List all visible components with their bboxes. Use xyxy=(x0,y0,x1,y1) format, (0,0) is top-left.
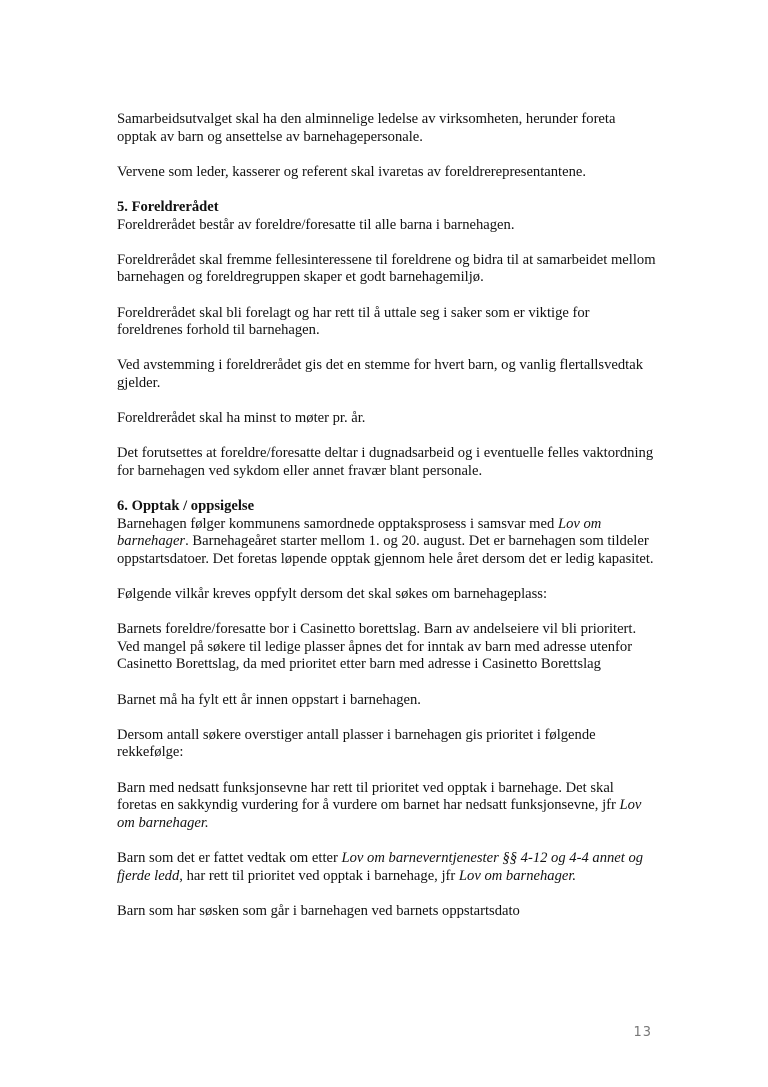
text-run: Barn med nedsatt funksjonsevne har rett til prioritet ved opptak i barnehage. Det skal foretas en sakkyndig vurdering for å vurdere om barnet har nedsatt funksjonsevne, jfr xyxy=(117,779,620,814)
document-page xyxy=(117,111,657,938)
law-reference: Lov om barneverntjenester §§ 4-12 og 4-4 annet og fjerde ledd xyxy=(117,849,644,884)
paragraph xyxy=(117,850,657,885)
law-reference: Lov om barnehager xyxy=(117,515,602,550)
paragraph xyxy=(117,780,657,833)
paragraph: Dersom antall søkere overstiger antall plasser i barnehagen gis prioritet i følgende rekkefølge: xyxy=(117,726,596,761)
paragraph: Følgende vilkår kreves oppfylt dersom det skal søkes om barnehageplass: xyxy=(117,586,548,603)
paragraph: Barnets foreldre/foresatte bor i Casinetto borettslag. Barn av andelseiere vil bli prioritert. Ved mangel på søkere til ledige plasser åpnes det for inntak av barn med adresse utenfor Casinetto Borettslag, da med prioritet etter barn med adresse i Casinetto Borettslag xyxy=(117,621,637,673)
paragraph: Barn som har søsken som går i barnehagen ved barnets oppstartsdato xyxy=(117,902,520,919)
paragraph: Vervene som leder, kasserer og referent skal ivaretas av foreldrerepresentantene. xyxy=(117,163,587,180)
paragraph: Foreldrerådet skal fremme fellesinteressene til foreldrene og bidra til at samarbeidet mellom barnehagen og foreldregruppen skaper et godt barnehagemiljø. xyxy=(117,251,656,286)
paragraph: Foreldrerådet skal ha minst to møter pr. år. xyxy=(117,410,366,427)
paragraph: Samarbeidsutvalget skal ha den alminnelige ledelse av virksomheten, herunder foreta opptak av barn og ansettelse av barnehagepersonale. xyxy=(117,111,616,145)
paragraph: Barnet må ha fylt ett år innen oppstart i barnehagen. xyxy=(117,691,421,708)
section-heading-opptak: 6. Opptak / oppsigelse xyxy=(117,498,255,515)
paragraph: Det forutsettes at foreldre/foresatte deltar i dugnadsarbeid og i eventuelle felles vaktordning for barnehagen ved sykdom eller annet fravær blant personale. xyxy=(117,445,654,479)
text-run: Barnehagen følger kommunens samordnede opptaksprosess i samsvar med xyxy=(117,515,558,532)
text-run: Barn som det er fattet vedtak om etter xyxy=(117,849,342,866)
paragraph: Foreldrerådet skal bli forelagt og har rett til å uttale seg i saker som er viktige for foreldrenes forhold til barnehagen. xyxy=(117,304,590,339)
paragraph: Foreldrerådet består av foreldre/foresatte til alle barna i barnehagen. xyxy=(117,216,515,233)
law-reference: Lov om barnehager. xyxy=(458,867,577,884)
page-number: 13 xyxy=(633,1025,652,1040)
paragraph: Ved avstemming i foreldrerådet gis det en stemme for hvert barn, og vanlig flertallsvedtak gjelder. xyxy=(117,357,644,391)
paragraph xyxy=(117,516,657,569)
text-run: , har rett til prioritet ved opptak i barnehage, jfr xyxy=(179,867,459,884)
section-heading-foreldreradet: 5. Foreldrerådet xyxy=(117,198,219,215)
text-run: . Barnehageåret starter mellom 1. og 20. august. Det er barnehagen som tildeler oppstartsdatoer. Det foretas løpende opptak gjennom hele året dersom det er ledig kapasitet. xyxy=(117,533,654,567)
law-reference: Lov om barnehager. xyxy=(117,797,642,831)
